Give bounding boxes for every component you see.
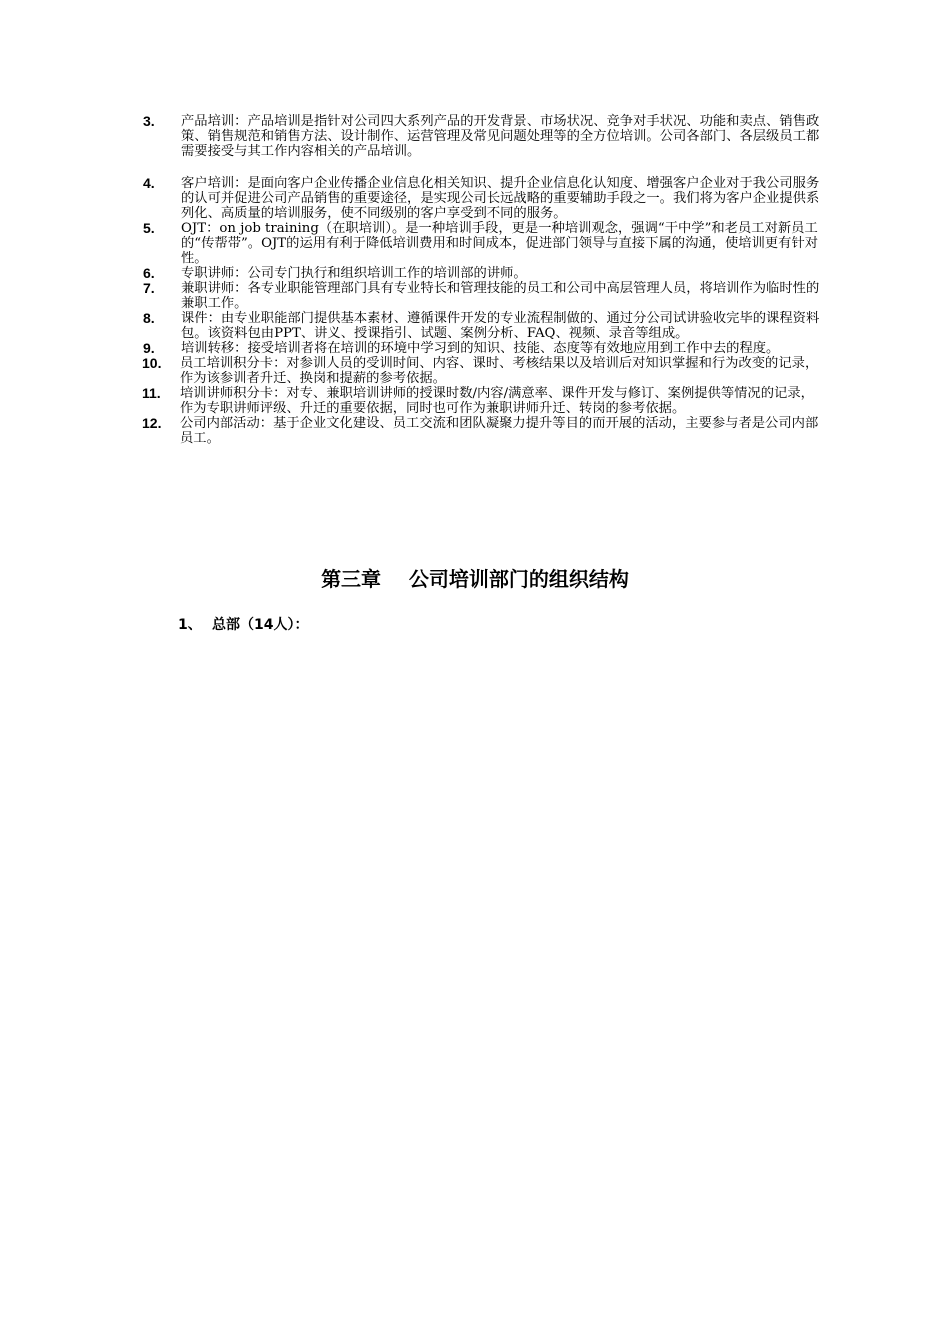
list-item (140, 114, 820, 159)
definition-list (140, 114, 820, 446)
section-number: 1、 (178, 617, 202, 633)
item-number: 7. (143, 280, 155, 296)
section-heading (178, 616, 308, 634)
item-text: 培训讲师积分卡：对专、兼职培训讲师的授课时数/内容/满意率、课件开发与修订、案例提供等情况的记录，作为专职讲师评级、升迁的重要依据，同时也可作为兼职讲师升迁、转岗的参考依据。 (180, 386, 814, 416)
list-item (140, 311, 820, 341)
item-number: 5. (143, 220, 155, 236)
chapter-title: 第三章 公司培训部门的组织结构 (321, 567, 629, 591)
item-number: 6. (143, 265, 155, 281)
item-text: 课件：由专业职能部门提供基本素材、遵循课件开发的专业流程制做的、通过分公司试讲验收完毕的课程资料包。该资料包由PPT、讲义、授课指引、试题、案例分析、FAQ、视频、录音等组成。 (181, 311, 820, 341)
item-number: 10. (142, 355, 162, 371)
list-item (140, 416, 820, 446)
list-item (140, 281, 820, 311)
item-number: 3. (143, 113, 155, 129)
list-item (140, 221, 820, 266)
item-number: 12. (142, 415, 162, 431)
list-item (140, 266, 820, 281)
item-text: 公司内部活动：基于企业文化建设、员工交流和团队凝聚力提升等目的而开展的活动，主要参与者是公司内部员工。 (180, 416, 819, 446)
list-item (140, 176, 820, 221)
item-number: 8. (143, 310, 155, 326)
item-text: OJT：on job training（在职培训）。是一种培训手段，更是一种培训观念，强调“干中学”和老员工对新员工的“传帮带”。OJT的运用有利于降低培训费用和时间成本，促进部门领导与直接下属的沟通，使培训更有针对性。 (181, 221, 819, 266)
item-text: 专职讲师：公司专门执行和组织培训工作的培训部的讲师。 (181, 266, 527, 281)
section-title: 总部（14人）： (212, 617, 309, 633)
item-text: 兼职讲师：各专业职能管理部门具有专业特长和管理技能的员工和公司中高层管理人员，将培训作为临时性的兼职工作。 (181, 281, 820, 311)
item-number: 9. (143, 340, 155, 356)
item-text: 产品培训：产品培训是指针对公司四大系列产品的开发背景、市场状况、竞争对手状况、功能和卖点、销售政策、销售规范和销售方法、设计制作、运营管理及常见问题处理等的全方位培训。公司各部门、各层级员工都需要接受与其工作内容相关的产品培训。 (181, 114, 820, 159)
item-text: 培训转移：接受培训者将在培训的环境中学习到的知识、技能、态度等有效地应用到工作中去的程度。 (181, 341, 780, 356)
item-number: 4. (143, 175, 155, 191)
item-number: 11. (142, 385, 161, 401)
list-item (140, 386, 820, 416)
list-item (140, 356, 820, 386)
item-text: 员工培训积分卡：对参训人员的受训时间、内容、课时、考核结果以及培训后对知识掌握和行为改变的记录，作为该参训者升迁、换岗和提薪的参考依据。 (180, 356, 819, 386)
item-text: 客户培训：是面向客户企业传播企业信息化相关知识、提升企业信息化认知度、增强客户企业对于我公司服务的认可并促进公司产品销售的重要途径，是实现公司长远战略的重要辅助手段之一。我们将为客户企业提供系列化、高质量的培训服务，使不同级别的客户享受到不同的服务。 (181, 176, 820, 221)
list-item (140, 341, 820, 356)
